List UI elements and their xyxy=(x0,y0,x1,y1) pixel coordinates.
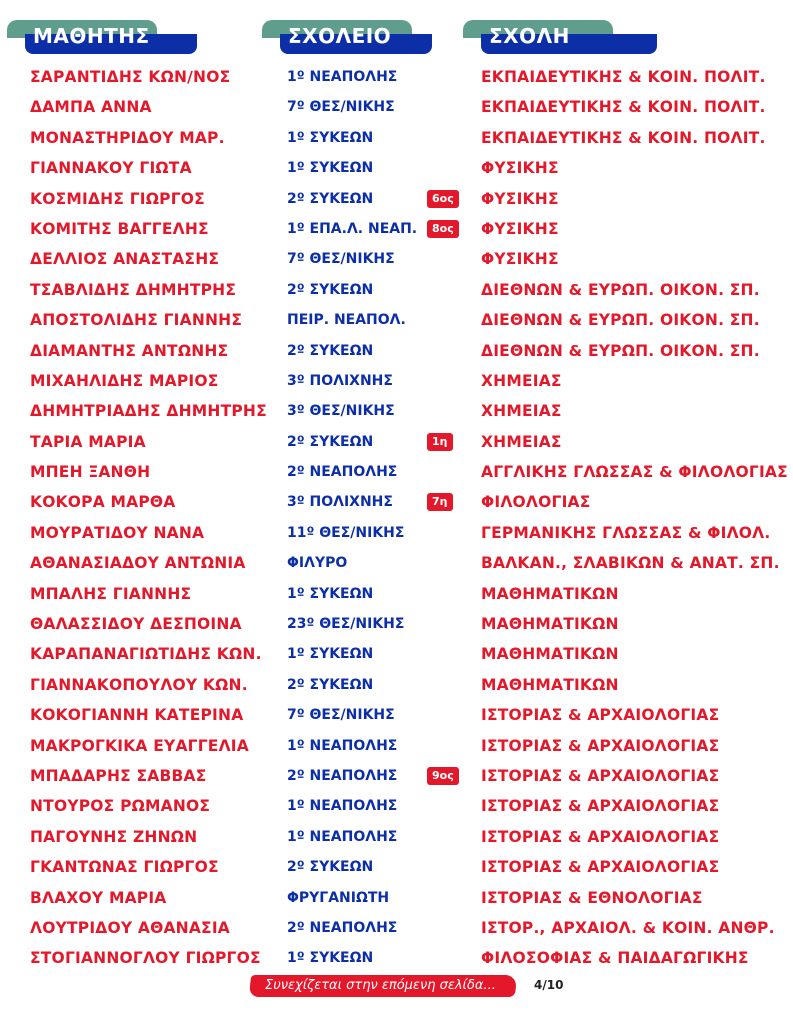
header-student xyxy=(7,0,197,54)
faculty-name: ΦΥΣΙΚΗΣ xyxy=(481,159,559,178)
student-name: ΜΟΝΑΣΤΗΡΙΔΟΥ ΜΑΡ. xyxy=(30,128,225,147)
continues-next-page-text: Συνεχίζεται στην επόμενη σελίδα... xyxy=(265,978,496,993)
school-name: 7º ΘΕΣ/ΝΙΚΗΣ xyxy=(287,251,395,268)
faculty-name: ΧΗΜΕΙΑΣ xyxy=(481,402,562,421)
table-row xyxy=(0,822,793,852)
student-name: ΜΑΚΡΟΓΚΙΚΑ ΕΥΑΓΓΕΛΙΑ xyxy=(30,736,249,755)
table-row xyxy=(0,548,793,578)
school-name: ΠΕΙΡ. ΝΕΑΠΟΛ. xyxy=(287,312,406,329)
table-row xyxy=(0,396,793,426)
table-row xyxy=(0,791,793,821)
student-name: ΒΛΑΧΟΥ ΜΑΡΙΑ xyxy=(30,888,167,907)
student-name: ΓΙΑΝΝΑΚΟΥ ΓΙΩΤΑ xyxy=(30,159,192,178)
faculty-name: ΓΕΡΜΑΝΙΚΗΣ ΓΛΩΣΣΑΣ & ΦΙΛΟΛ. xyxy=(481,523,771,542)
faculty-name: ΕΚΠΑΙΔΕΥΤΙΚΗΣ & ΚΟΙΝ. ΠΟΛΙΤ. xyxy=(481,128,766,147)
school-name: 1º ΝΕΑΠΟΛΗΣ xyxy=(287,69,398,85)
student-name: ΜΙΧΑΗΛΙΔΗΣ ΜΑΡΙΟΣ xyxy=(30,371,219,390)
school-name: 3º ΘΕΣ/ΝΙΚΗΣ xyxy=(287,403,395,420)
header-school-label: ΣΧΟΛΕΙΟ xyxy=(288,24,392,48)
table-row xyxy=(0,700,793,730)
table-row xyxy=(0,852,793,882)
school-name: ΦΙΛΥΡΟ xyxy=(287,555,348,572)
faculty-name: ΙΣΤΟΡ., ΑΡΧΑΙΟΛ. & ΚΟΙΝ. ΑΝΘΡ. xyxy=(481,918,775,937)
student-name: ΓΙΑΝΝΑΚΟΠΟΥΛΟΥ ΚΩΝ. xyxy=(30,675,248,694)
faculty-name: ΔΙΕΘΝΩΝ & ΕΥΡΩΠ. ΟΙΚΟΝ. ΣΠ. xyxy=(481,280,760,299)
faculty-name: ΧΗΜΕΙΑΣ xyxy=(481,371,562,390)
page-number: 4/10 xyxy=(534,978,564,992)
student-name: ΛΟΥΤΡΙΔΟΥ ΑΘΑΝΑΣΙΑ xyxy=(30,918,230,937)
faculty-name: ΔΙΕΘΝΩΝ & ΕΥΡΩΠ. ΟΙΚΟΝ. ΣΠ. xyxy=(481,341,760,360)
faculty-name: ΙΣΤΟΡΙΑΣ & ΑΡΧΑΙΟΛΟΓΙΑΣ xyxy=(481,706,720,725)
faculty-name: ΕΚΠΑΙΔΕΥΤΙΚΗΣ & ΚΟΙΝ. ΠΟΛΙΤ. xyxy=(481,68,766,86)
school-name: 1º ΣΥΚΕΩΝ xyxy=(287,160,374,177)
students-table xyxy=(0,62,793,974)
school-name: 1º ΣΥΚΕΩΝ xyxy=(287,950,374,967)
student-name: ΔΗΜΗΤΡΙΑΔΗΣ ΔΗΜΗΤΡΗΣ xyxy=(30,402,267,421)
table-row xyxy=(0,184,793,214)
student-name: ΚΟΜΙΤΗΣ ΒΑΓΓΕΛΗΣ xyxy=(30,219,209,238)
faculty-name: ΑΓΓΛΙΚΗΣ ΓΛΩΣΣΑΣ & ΦΙΛΟΛΟΓΙΑΣ xyxy=(481,463,788,482)
school-name: 7º ΘΕΣ/ΝΙΚΗΣ xyxy=(287,99,395,116)
school-name: 3º ΠΟΛΙΧΝΗΣ xyxy=(287,372,393,389)
school-name: 7º ΘΕΣ/ΝΙΚΗΣ xyxy=(287,707,395,724)
school-name: 1º ΣΥΚΕΩΝ xyxy=(287,129,374,146)
faculty-name: ΜΑΘΗΜΑΤΙΚΩΝ xyxy=(481,645,619,664)
student-name: ΚΟΣΜΙΔΗΣ ΓΙΩΡΓΟΣ xyxy=(30,189,205,208)
student-name: ΚΑΡΑΠΑΝΑΓΙΩΤΙΔΗΣ ΚΩΝ. xyxy=(30,645,262,664)
table-row xyxy=(0,214,793,244)
school-name: 1º ΕΠΑ.Λ. ΝΕΑΠ. xyxy=(287,220,418,237)
school-name: 11º ΘΕΣ/ΝΙΚΗΣ xyxy=(287,524,405,541)
table-row xyxy=(0,518,793,548)
table-row xyxy=(0,305,793,335)
school-name: 1º ΣΥΚΕΩΝ xyxy=(287,585,374,602)
table-row xyxy=(0,92,793,122)
faculty-name: ΙΣΤΟΡΙΑΣ & ΑΡΧΑΙΟΛΟΓΙΑΣ xyxy=(481,827,720,846)
student-name: ΚΟΚΟΡΑ ΜΑΡΘΑ xyxy=(30,493,176,512)
student-name: ΚΟΚΟΓΙΑΝΝΗ ΚΑΤΕΡΙΝΑ xyxy=(30,706,244,725)
student-name: ΜΠΑΛΗΣ ΓΙΑΝΝΗΣ xyxy=(30,584,192,603)
student-name: ΘΑΛΑΣΣΙΔΟΥ ΔΕΣΠΟΙΝΑ xyxy=(30,615,242,634)
school-name: 2º ΝΕΑΠΟΛΗΣ xyxy=(287,464,398,481)
rank-badge: 6ος xyxy=(427,190,459,208)
school-name: 2º ΝΕΑΠΟΛΗΣ xyxy=(287,767,398,784)
table-row xyxy=(0,579,793,609)
school-name: 1º ΝΕΑΠΟΛΗΣ xyxy=(287,737,398,754)
student-name: ΣΑΡΑΝΤΙΔΗΣ ΚΩΝ/ΝΟΣ xyxy=(30,68,231,86)
table-row xyxy=(0,761,793,791)
school-name: 2º ΣΥΚΕΩΝ xyxy=(287,342,374,359)
student-name: ΔΑΜΠΑ ΑΝΝΑ xyxy=(30,98,152,117)
student-name: ΠΑΓΟΥΝΗΣ ΖΗΝΩΝ xyxy=(30,827,198,846)
table-row xyxy=(0,336,793,366)
header-student-label: ΜΑΘΗΤΗΣ xyxy=(33,24,150,48)
student-name: ΜΠΑΔΑΡΗΣ ΣΑΒΒΑΣ xyxy=(30,766,207,785)
student-name: ΤΣΑΒΛΙΔΗΣ ΔΗΜΗΤΡΗΣ xyxy=(30,280,237,299)
table-row xyxy=(0,670,793,700)
faculty-name: ΜΑΘΗΜΑΤΙΚΩΝ xyxy=(481,675,619,694)
student-name: ΓΚΑΝΤΩΝΑΣ ΓΙΩΡΓΟΣ xyxy=(30,858,219,877)
student-name: ΜΠΕΗ ΞΑΝΘΗ xyxy=(30,463,151,482)
table-row xyxy=(0,244,793,274)
faculty-name: ΦΥΣΙΚΗΣ xyxy=(481,219,559,238)
faculty-name: ΙΣΤΟΡΙΑΣ & ΑΡΧΑΙΟΛΟΓΙΑΣ xyxy=(481,736,720,755)
faculty-name: ΙΣΤΟΡΙΑΣ & ΑΡΧΑΙΟΛΟΓΙΑΣ xyxy=(481,766,720,785)
faculty-name: ΦΙΛΟΛΟΓΙΑΣ xyxy=(481,493,591,512)
student-name: ΑΠΟΣΤΟΛΙΔΗΣ ΓΙΑΝΝΗΣ xyxy=(30,311,243,330)
faculty-name: ΜΑΘΗΜΑΤΙΚΩΝ xyxy=(481,615,619,634)
table-row xyxy=(0,639,793,669)
faculty-name: ΙΣΤΟΡΙΑΣ & ΑΡΧΑΙΟΛΟΓΙΑΣ xyxy=(481,797,720,816)
faculty-name: ΕΚΠΑΙΔΕΥΤΙΚΗΣ & ΚΟΙΝ. ΠΟΛΙΤ. xyxy=(481,98,766,117)
table-row xyxy=(0,153,793,183)
faculty-name: ΦΥΣΙΚΗΣ xyxy=(481,189,559,208)
faculty-name: ΦΥΣΙΚΗΣ xyxy=(481,250,559,269)
school-name: 3º ΠΟΛΙΧΝΗΣ xyxy=(287,494,393,511)
table-row xyxy=(0,883,793,913)
table-row xyxy=(0,609,793,639)
table-row xyxy=(0,275,793,305)
faculty-name: ΒΑΛΚΑΝ., ΣΛΑΒΙΚΩΝ & ΑΝΑΤ. ΣΠ. xyxy=(481,554,780,573)
school-name: 23º ΘΕΣ/ΝΙΚΗΣ xyxy=(287,616,405,633)
faculty-name: ΧΗΜΕΙΑΣ xyxy=(481,432,562,451)
table-row xyxy=(0,913,793,943)
table-row xyxy=(0,731,793,761)
table-row xyxy=(0,366,793,396)
school-name: 2º ΣΥΚΕΩΝ xyxy=(287,190,374,207)
school-name: 1º ΣΥΚΕΩΝ xyxy=(287,646,374,663)
faculty-name: ΜΑΘΗΜΑΤΙΚΩΝ xyxy=(481,584,619,603)
school-name: 2º ΣΥΚΕΩΝ xyxy=(287,433,374,450)
header-faculty-label: ΣΧΟΛΗ xyxy=(489,24,570,48)
table-row xyxy=(0,427,793,457)
table-row xyxy=(0,62,793,92)
school-name: ΦΡΥΓΑΝΙΩΤΗ xyxy=(287,889,390,906)
student-name: ΝΤΟΥΡΟΣ ΡΩΜΑΝΟΣ xyxy=(30,797,211,816)
table-row xyxy=(0,943,793,973)
faculty-name: ΙΣΤΟΡΙΑΣ & ΑΡΧΑΙΟΛΟΓΙΑΣ xyxy=(481,858,720,877)
faculty-name: ΦΙΛΟΣΟΦΙΑΣ & ΠΑΙΔΑΓΩΓΙΚΗΣ xyxy=(481,949,749,968)
rank-badge: 8ος xyxy=(427,220,459,238)
school-name: 2º ΣΥΚΕΩΝ xyxy=(287,281,374,298)
school-name: 2º ΝΕΑΠΟΛΗΣ xyxy=(287,919,398,936)
student-name: ΔΙΑΜΑΝΤΗΣ ΑΝΤΩΝΗΣ xyxy=(30,341,229,360)
faculty-name: ΔΙΕΘΝΩΝ & ΕΥΡΩΠ. ΟΙΚΟΝ. ΣΠ. xyxy=(481,311,760,330)
student-name: ΤΑΡΙΑ ΜΑΡΙΑ xyxy=(30,432,146,451)
rank-badge: 9ος xyxy=(427,767,459,785)
student-name: ΑΘΑΝΑΣΙΑΔΟΥ ΑΝΤΩΝΙΑ xyxy=(30,554,246,573)
school-name: 1º ΝΕΑΠΟΛΗΣ xyxy=(287,828,398,845)
school-name: 2º ΣΥΚΕΩΝ xyxy=(287,676,374,693)
table-row xyxy=(0,457,793,487)
header-school xyxy=(262,0,437,54)
faculty-name: ΙΣΤΟΡΙΑΣ & ΕΘΝΟΛΟΓΙΑΣ xyxy=(481,888,703,907)
rank-badge: 7η xyxy=(427,493,453,511)
student-name: ΣΤΟΓΙΑΝΝΟΓΛΟΥ ΓΙΩΡΓΟΣ xyxy=(30,949,261,968)
table-row xyxy=(0,123,793,153)
school-name: 1º ΝΕΑΠΟΛΗΣ xyxy=(287,798,398,815)
header-faculty xyxy=(463,0,653,54)
student-name: ΔΕΛΛΙΟΣ ΑΝΑΣΤΑΣΗΣ xyxy=(30,250,220,269)
school-name: 2º ΣΥΚΕΩΝ xyxy=(287,859,374,876)
student-name: ΜΟΥΡΑΤΙΔΟΥ ΝΑΝΑ xyxy=(30,523,205,542)
table-row xyxy=(0,487,793,517)
rank-badge: 1η xyxy=(427,433,453,451)
